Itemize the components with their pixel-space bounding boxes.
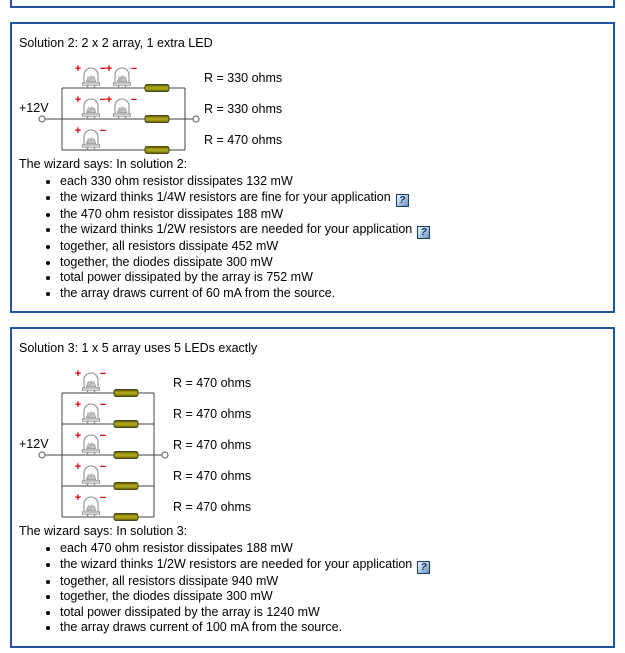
previous-solution-box-fragment: [10, 0, 615, 8]
wizard-intro: The wizard says: In solution 3:: [19, 524, 188, 538]
led-plus-mark: +: [74, 368, 82, 380]
resistor-label: R = 470 ohms: [204, 133, 283, 147]
right-terminal: [162, 452, 168, 458]
wizard-bullet: [60, 541, 605, 557]
led-plus-mark: +: [74, 461, 82, 473]
resistor-label: R = 470 ohms: [173, 500, 252, 514]
led-plus-mark: +: [74, 492, 82, 504]
led-icon: [75, 492, 106, 517]
led-icon: [75, 399, 106, 424]
solution-title: Solution 3: 1 x 5 array uses 5 LEDs exactly: [19, 341, 258, 355]
led-plus-mark: +: [74, 94, 82, 106]
bullet-text: together, all resistors dissipate 452 mW: [60, 239, 279, 253]
right-terminal: [193, 116, 199, 122]
led-icon: [75, 368, 106, 393]
led-icon: [75, 430, 106, 455]
resistor-label: R = 330 ohms: [204, 71, 283, 85]
bullet-text: each 470 ohm resistor dissipates 188 mW: [60, 541, 293, 555]
led-minus-mark: −: [99, 94, 107, 106]
resistor-icon: [114, 390, 138, 397]
wizard-bullet: [60, 190, 605, 207]
led-icon: [75, 125, 106, 150]
resistor-icon: [114, 514, 138, 521]
bullet-text: the array draws current of 100 mA from the source.: [60, 620, 343, 634]
wizard-bullet: [60, 174, 605, 190]
solutions-container: [0, 22, 625, 648]
resistor-icon: [145, 147, 169, 154]
bullet-text: the wizard thinks 1/4W resistors are fine for your application: [60, 189, 391, 204]
wizard-bullet: [60, 620, 605, 636]
resistor-icon: [114, 483, 138, 490]
help-icon[interactable]: ?: [417, 226, 430, 239]
led-minus-mark: −: [99, 63, 107, 75]
led-icon: [75, 461, 106, 486]
led-minus-mark: −: [99, 125, 107, 137]
wizard-bullet: [60, 207, 605, 223]
led-plus-mark: +: [74, 125, 82, 137]
left-terminal: [39, 116, 45, 122]
led-icon: [75, 63, 106, 88]
help-icon[interactable]: ?: [417, 561, 430, 574]
resistor-icon: [114, 421, 138, 428]
bullet-text: together, all resistors dissipate 940 mW: [60, 573, 279, 588]
led-minus-mark: −: [99, 399, 107, 411]
resistor-icon: [145, 85, 169, 92]
led-plus-mark: +: [105, 63, 113, 75]
led-plus-mark: +: [74, 399, 82, 411]
bullet-text: the 470 ohm resistor dissipates 188 mW: [60, 206, 284, 221]
bullet-text: together, the diodes dissipate 300 mW: [60, 589, 273, 603]
bullet-text: the wizard thinks 1/2W resistors are needed for your application: [60, 556, 413, 571]
led-icon: [106, 63, 137, 88]
resistor-label: R = 470 ohms: [173, 376, 252, 390]
wizard-bullet: [60, 255, 605, 271]
wizard-bullet: [60, 557, 605, 574]
solution-box: [10, 327, 615, 648]
wizard-bullets: [18, 541, 605, 636]
wizard-bullet: [60, 270, 605, 286]
wizard-bullet: [60, 605, 605, 621]
help-icon[interactable]: ?: [396, 194, 409, 207]
led-minus-mark: −: [130, 94, 138, 106]
led-minus-mark: −: [130, 63, 138, 75]
resistor-label: R = 470 ohms: [173, 469, 252, 483]
circuit-diagram: [18, 363, 265, 523]
wizard-bullets: [18, 174, 605, 301]
wizard-bullet: [60, 589, 605, 605]
supply-label: +12V: [19, 101, 49, 115]
resistor-icon: [114, 452, 138, 459]
resistor-icon: [145, 116, 169, 123]
bullet-text: total power dissipated by the array is 752 mW: [60, 270, 313, 284]
led-icon: [75, 94, 106, 119]
bullet-text: the wizard thinks 1/2W resistors are needed for your application: [60, 222, 413, 236]
supply-label: +12V: [19, 437, 49, 451]
led-minus-mark: −: [99, 492, 107, 504]
led-plus-mark: +: [74, 63, 82, 75]
bullet-text: the array draws current of 60 mA from the source.: [60, 285, 336, 300]
wizard-bullet: [60, 239, 605, 255]
led-minus-mark: −: [99, 368, 107, 380]
bullet-text: total power dissipated by the array is 1240 mW: [60, 604, 320, 619]
led-plus-mark: +: [74, 430, 82, 442]
left-terminal: [39, 452, 45, 458]
led-minus-mark: −: [99, 430, 107, 442]
circuit-diagram: [18, 58, 296, 156]
resistor-label: R = 470 ohms: [173, 407, 252, 421]
led-minus-mark: −: [99, 461, 107, 473]
led-plus-mark: +: [105, 94, 113, 106]
wizard-intro: The wizard says: In solution 2:: [19, 157, 188, 171]
resistor-label: R = 330 ohms: [204, 102, 283, 116]
wizard-bullet: [60, 574, 605, 590]
bullet-text: each 330 ohm resistor dissipates 132 mW: [60, 174, 293, 188]
resistor-label: R = 470 ohms: [173, 438, 252, 452]
wizard-bullet: [60, 222, 605, 239]
solution-title: Solution 2: 2 x 2 array, 1 extra LED: [19, 36, 213, 50]
led-icon: [106, 94, 137, 119]
wizard-bullet: [60, 286, 605, 302]
solution-box: [10, 22, 615, 313]
bullet-text: together, the diodes dissipate 300 mW: [60, 254, 273, 269]
